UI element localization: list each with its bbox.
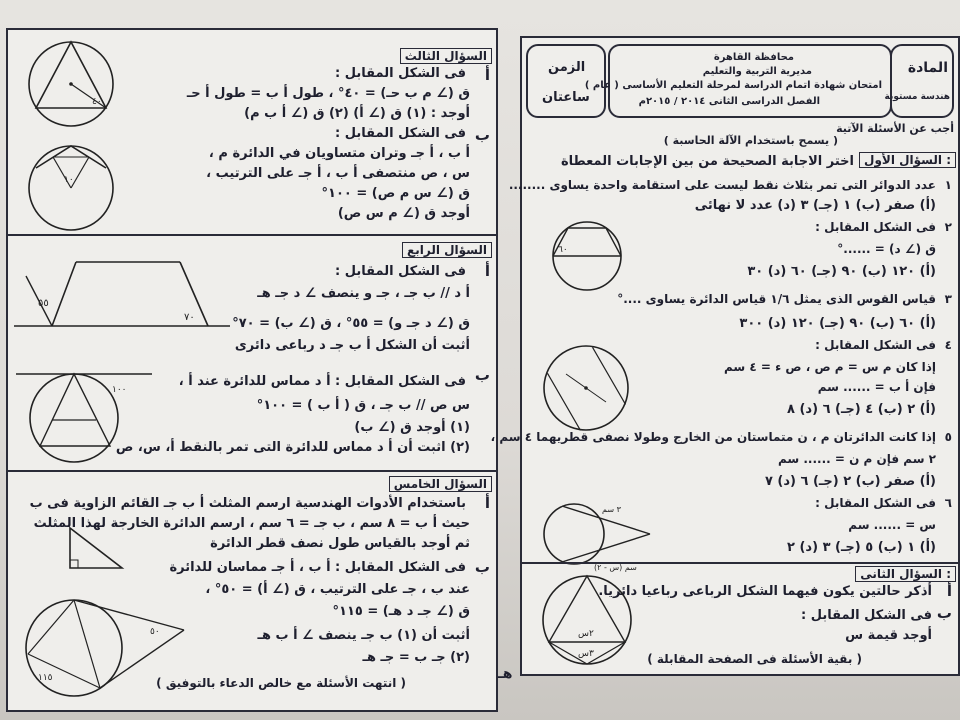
q5-figure-b	[12, 590, 192, 700]
q5-a3: ثم أوجد بالقياس طول نصف قطر الدائرة	[210, 536, 470, 551]
page-marker: هـ	[498, 666, 513, 682]
q1-item4-text2: إذا كان م س = م ص ، ص ء = ٤ سم	[723, 360, 936, 374]
q4-b2: س ص // ب جـ ، ق ( أ ب ) = ١٠٠°	[256, 398, 470, 413]
q1-item2-options: (أ) ١٢٠ (ب) ٩٠ (جـ) ٦٠ (د) ٣٠	[747, 264, 936, 279]
q1-item6-options: (أ) ١ (ب) ٥ (جـ) ٣ (د) ٢	[787, 540, 936, 555]
q4-fig-a2: ٧٠	[184, 312, 195, 323]
q4-part-b: ب	[474, 366, 490, 384]
q3-b3: س ، ص منتصفى أ ب ، أ جـ على الترتيب ،	[206, 166, 470, 181]
q3-part-b: ب	[474, 126, 490, 144]
exam-title-box	[584, 44, 892, 118]
q2-label: السؤال الثانى :	[855, 566, 956, 582]
q3-b2: أ ب ، أ جـ وتران متساويان في الدائرة م ،	[208, 146, 470, 161]
q3-a1: فى الشكل المقابل :	[335, 66, 466, 81]
q5-b1: فى الشكل المقابل : أ ب ، أ جـ مماسان للدائرة	[169, 560, 466, 575]
q1-item1-options: (أ) صفر (ب) ١ (جـ) ٣ (د) عدد لا نهائى	[694, 198, 936, 213]
q2-b2: أوجد قيمة س	[845, 628, 932, 643]
q2-figure	[532, 566, 642, 672]
time-value: ساعتان	[542, 90, 590, 105]
q1-item5-num: ٥	[944, 430, 952, 444]
q1-figure-4	[536, 338, 636, 438]
q5-a2: حيث أ ب = ٨ سم ، ب جـ = ٦ سم ، ارسم الدائرة الخارجة لهذا المثلث	[33, 516, 470, 531]
q5-b3: ق (∠ جـ د هـ) = ١١٥°	[332, 604, 470, 619]
q3-fig-angle: ٤٠	[92, 97, 102, 107]
q4-a1: فى الشكل المقابل :	[335, 264, 466, 279]
authority2: مديرية التربية والتعليم	[702, 66, 812, 77]
q1-item1-text: عدد الدوائر التى تمر بثلاث نقط ليست على استقامة واحدة يساوى ........	[508, 178, 936, 192]
q5-label: السؤال الخامس	[389, 476, 492, 492]
q1-item3-num: ٣	[944, 292, 952, 306]
left-sheet	[6, 28, 498, 712]
q1-figure-2	[532, 216, 642, 296]
q4-b3: (١) أوجد ق (∠ ب)	[354, 420, 470, 435]
q1-item6-text: فى الشكل المقابل :	[815, 496, 936, 510]
q4-a3: ق (∠ د جـ و) = ٥٥° ، ق (∠ ب) = ٧٠°	[232, 316, 470, 331]
q1-item4-num: ٤	[944, 338, 952, 352]
subject-sub: هندسة مستوية	[884, 92, 950, 102]
q5-b5: (٢) جـ ب = جـ هـ	[362, 650, 470, 665]
calc-note: ( يسمح باستخدام الآلة الحاسبة )	[663, 134, 838, 147]
q1-item5-text: إذا كانت الدائرتان م ، ن متماستان من الخارج وطولا نصفى قطريهما ٤ سم ،	[490, 430, 936, 444]
q1-item4-options: (أ) ٢ (ب) ٤ (جـ) ٦ (د) ٨	[787, 402, 936, 417]
q1-item1-num: ١	[944, 178, 952, 192]
q2-part-a: أ	[946, 582, 952, 600]
q2-b1: فى الشكل المقابل :	[801, 608, 932, 623]
q2-fig-b: ٣س	[578, 649, 594, 659]
q1-item3-text: قياس القوس الذى يمثل ١/٦ قياس الدائرة يساوى ....°	[617, 292, 936, 306]
q1-intro: اختر الاجابة الصحيحة من بين الإجابات المعطاة	[560, 154, 854, 169]
q1-fig-angle: ٦٠	[558, 245, 568, 255]
q5-fig-a1: ٥٠	[150, 627, 160, 637]
time-label: الزمن	[548, 60, 586, 75]
q1-item6-num: ٦	[944, 496, 952, 510]
q4-figure-b	[12, 362, 162, 472]
authority1: محافظة القاهرة	[713, 52, 794, 63]
q1-item5-text2: ٢ سم فإن م ن = ...... سم	[777, 452, 936, 466]
divider	[8, 234, 496, 236]
q2-a: أذكر حالتين يكون فيهما الشكل الرباعى رباعيا دائريا.	[598, 584, 932, 599]
q2-rest: ( بقية الأسئلة فى الصفحة المقابلة )	[647, 652, 862, 666]
q1-label: السؤال الأول :	[859, 152, 956, 168]
q4-fig-a1: ٥٥	[38, 298, 49, 309]
q3-figure-b	[16, 138, 126, 234]
q1-item2-text: فى الشكل المقابل :	[815, 220, 936, 234]
q1-fig-len2: (س - ٢) سم	[594, 563, 637, 572]
q3-a2: ق (∠ م ب حـ) = ٤٠° ، طول أ ب = طول أ حـ	[186, 86, 470, 101]
q4-b1: فى الشكل المقابل : أ د مماس للدائرة عند أ ،	[178, 374, 466, 389]
q5-end: ( انتهت الأسئلة مع خالص الدعاء بالتوفيق )	[156, 676, 406, 690]
instructions: أجب عن الأسئلة الآتية	[836, 122, 954, 135]
q4-a4: أثبت أن الشكل أ ب جـ د رباعى دائرى	[234, 338, 470, 353]
q1-item3-options: (أ) ٦٠ (ب) ٩٠ (جـ) ١٢٠ (د) ٣٠٠	[739, 316, 936, 331]
time-box	[526, 44, 606, 118]
q3-b4: ق (∠ س م ص) = ١٠٠°	[321, 186, 470, 201]
q5-figure-a	[56, 522, 136, 582]
q1-item4-text: فى الشكل المقابل :	[815, 338, 936, 352]
q3-part-a: أ	[484, 66, 490, 84]
q3-b1: فى الشكل المقابل :	[335, 126, 466, 141]
q3-figure-a	[16, 34, 126, 134]
divider	[8, 470, 496, 472]
q1-item4-text3: فإن أ ب = ...... سم	[817, 380, 936, 394]
q1-item2-num: ٢	[944, 220, 952, 234]
q1-item2-text2: ق (∠ د) = ......°	[837, 242, 936, 256]
q4-fig-a3: ١٠٠	[112, 385, 127, 395]
q2-part-b: ب	[936, 604, 952, 622]
q2-fig-a: ٢س	[578, 629, 594, 639]
q4-figure-a	[12, 248, 232, 358]
q3-b5: أوجد ق (∠ م س ص)	[337, 206, 470, 221]
exam-title: امتحان شهادة اتمام الدراسة لمرحلة التعليم الأساسى ( عام )	[584, 80, 882, 91]
term: الفصل الدراسى الثانى ٢٠١٤ / ٢٠١٥م	[638, 96, 820, 107]
q4-a2: أ د // ب جـ ، جـ و ينصف ∠ د جـ هـ	[257, 286, 470, 301]
q1-item6-text2: س = ...... سم	[848, 518, 936, 532]
q5-fig-a2: ١١٥	[38, 673, 53, 683]
subject-box	[884, 44, 954, 118]
q5-part-a: أ	[484, 494, 490, 512]
q5-b4: أثبت أن (١) ب جـ ينصف ∠ أ ب هـ	[257, 628, 470, 643]
q3-fig-angle2: ١٠٠	[64, 175, 79, 185]
q4-part-a: أ	[484, 262, 490, 280]
divider	[522, 562, 958, 564]
q5-a1: باستخدام الأدوات الهندسية ارسم المثلث أ ب جـ القائم الزاوية فى ب	[29, 496, 466, 511]
subject: المادة	[907, 60, 948, 76]
q1-fig-len1: ٣ سم	[602, 505, 621, 514]
q3-a3: أوجد : (١) ق (∠ أ) (٢) ق (∠ أ ب م)	[244, 106, 470, 121]
q1-item5-options: (أ) صفر (ب) ٢ (جـ) ٦ (د) ٧	[764, 474, 936, 489]
q3-label: السؤال الثالث	[400, 48, 492, 64]
q5-b2: عند ب ، جـ على الترتيب ، ق (∠ أ) = ٥٠° ،	[205, 582, 470, 597]
q4-label: السؤال الرابع	[402, 242, 492, 258]
q5-part-b: ب	[474, 558, 490, 576]
q4-b4: (٢) اثبت أن أ د مماس للدائرة التى تمر بالنقط أ، س، ص	[115, 440, 470, 455]
